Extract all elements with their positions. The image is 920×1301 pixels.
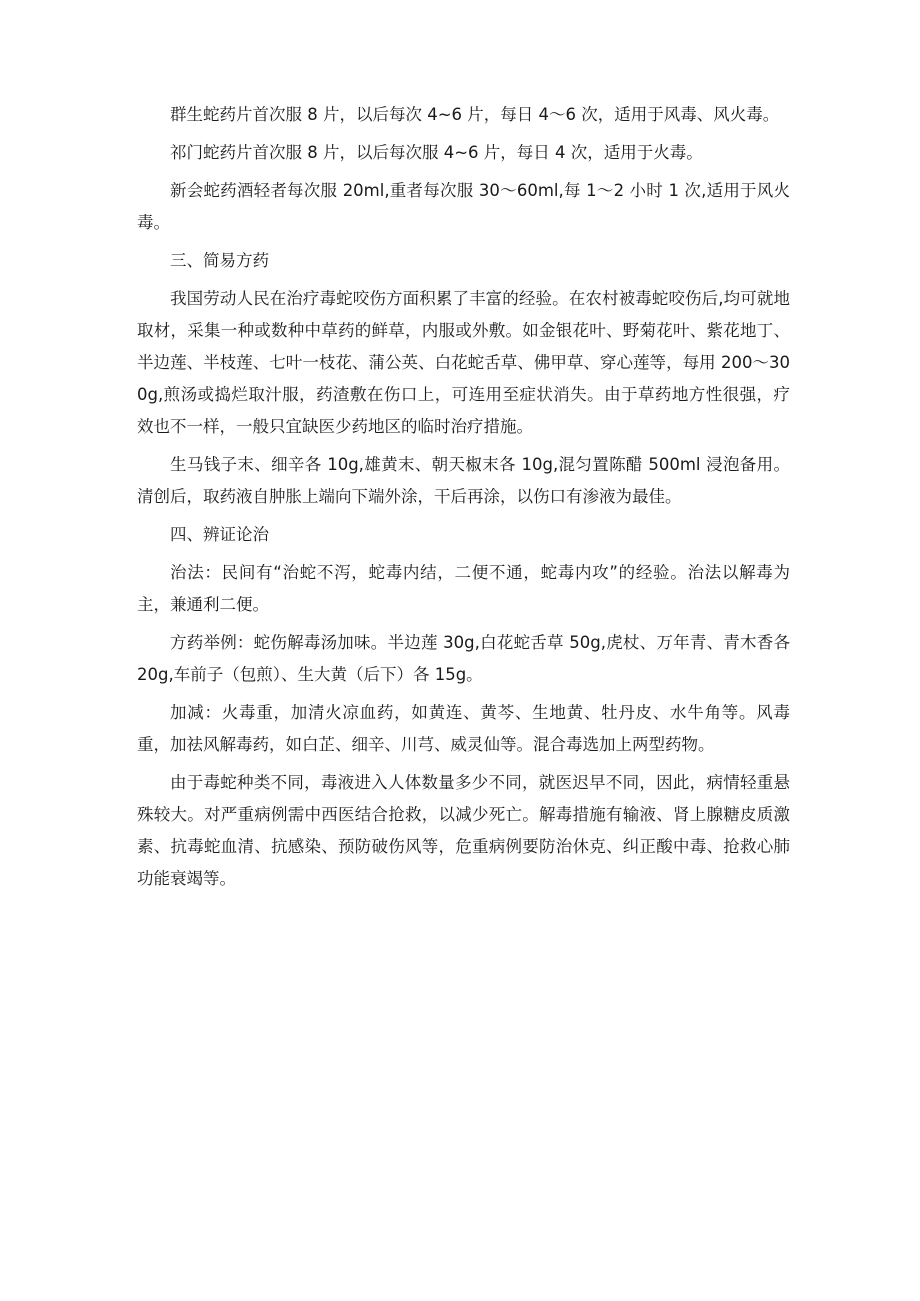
paragraph-treatment-method: 治法：民间有“治蛇不泻，蛇毒内结，二便不通，蛇毒内攻”的经验。治法以解毒为主，兼通利二便。 xyxy=(137,563,790,614)
section-heading-syndrome-treatment: 四、辨证论治 xyxy=(170,525,269,544)
paragraph-qimen-snake-tablets: 祁门蛇药片首次服 8 片，以后每次服 4~6 片，每日 4 次，适用于火毒。 xyxy=(170,143,703,162)
document-body xyxy=(137,99,790,901)
paragraph-severe-cases: 由于毒蛇种类不同，毒液进入人体数量多少不同，就医迟早不同，因此，病情轻重悬殊较大。对严重病例需中西医结合抢救，以减少死亡。解毒措施有输液、肾上腺糖皮质激素、抗毒蛇血清、抗感染、预防破伤风等，危重病例要防治休克、纠正酸中毒、抢救心肺功能衰竭等。 xyxy=(137,773,790,888)
paragraph-prescription-example: 方药举例：蛇伤解毒汤加味。半边莲 30g,白花蛇舌草 50g,虎杖、万年青、青木香各 20g,车前子（包煎）、生大黄（后下）各 15g。 xyxy=(137,633,790,684)
paragraph-qunsheng-snake-tablets: 群生蛇药片首次服 8 片，以后每次 4~6 片，每日 4～6 次，适用于风毒、风火毒。 xyxy=(170,105,780,124)
paragraph-external-application: 生马钱子末、细辛各 10g,雄黄末、朝天椒末各 10g,混匀置陈醋 500ml 浸泡备用。清创后，取药液自肿胀上端向下端外涂，干后再涂，以伤口有渗液为最佳。 xyxy=(137,455,790,506)
section-heading-simple-prescriptions: 三、简易方药 xyxy=(170,251,269,270)
paragraph-folk-experience: 我国劳动人民在治疗毒蛇咬伤方面积累了丰富的经验。在农村被毒蛇咬伤后,均可就地取材，采集一种或数种中草药的鲜草，内服或外敷。如金银花叶、野菊花叶、紫花地丁、半边莲、半枝莲、七叶一枝花、蒲公英、白花蛇舌草、佛甲草、穿心莲等，每用 200～300g,煎汤或捣烂取汁服，药渣敷在伤口上，可连用至症状消失。由于草药地方性很强，疗效也不一样，一般只宜缺医少药地区的临时治疗措施。 xyxy=(137,289,790,436)
paragraph-xinhui-snake-wine: 新会蛇药酒轻者每次服 20ml,重者每次服 30～60ml,每 1～2 小时 1 次,适用于风火毒。 xyxy=(137,181,790,232)
paragraph-modifications: 加减：火毒重，加清火凉血药，如黄连、黄芩、生地黄、牡丹皮、水牛角等。风毒重，加祛风解毒药，如白芷、细辛、川芎、威灵仙等。混合毒选加上两型药物。 xyxy=(137,703,790,754)
